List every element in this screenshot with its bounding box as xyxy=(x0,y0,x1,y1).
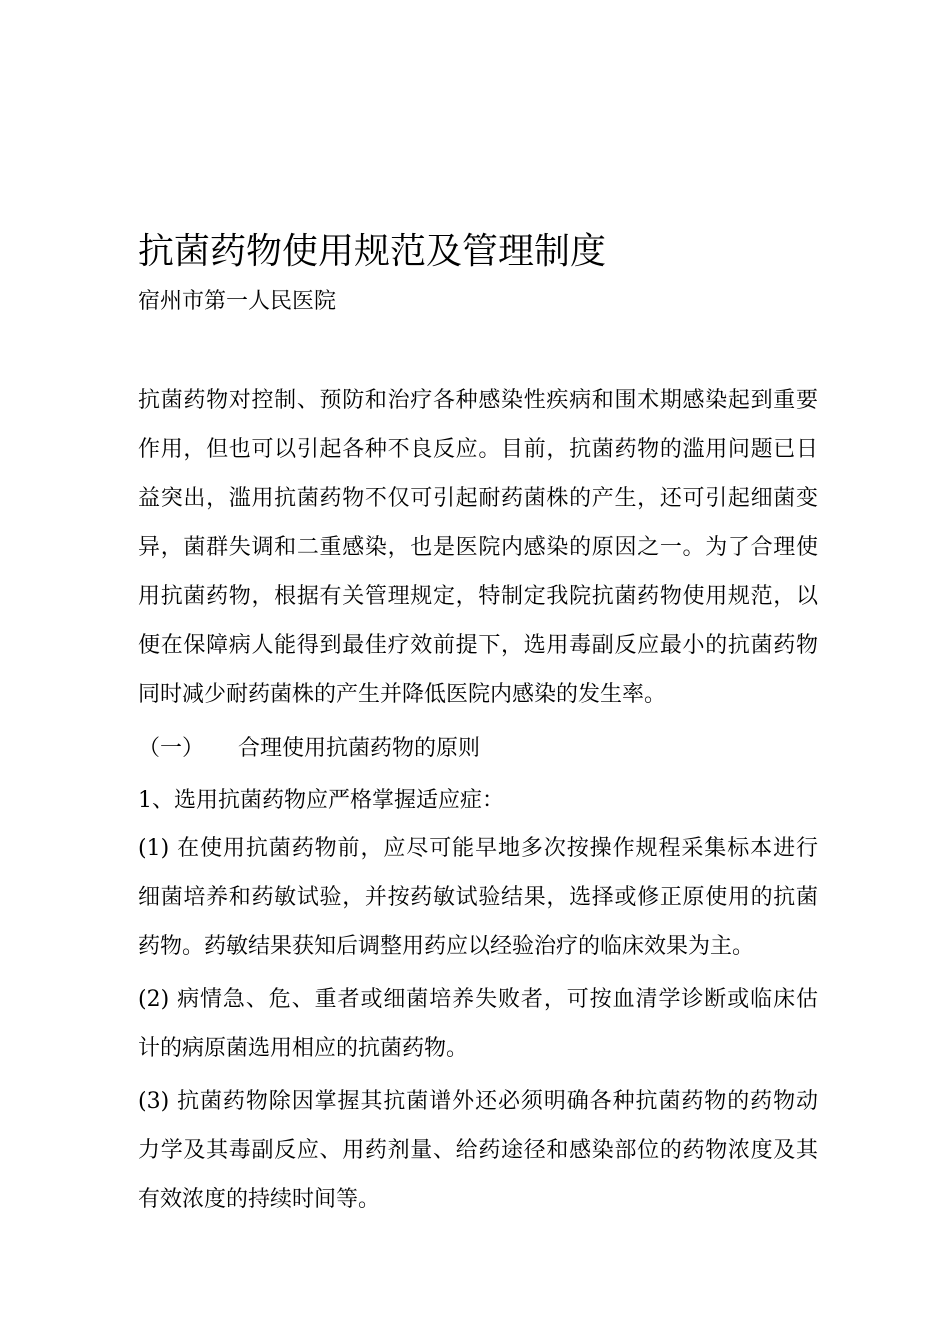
section-heading-text: 合理使用抗菌药物的原则 xyxy=(238,736,481,761)
item-1-2-line-1: (2) 病情急、危、重者或细菌培养失败者，可按血清学诊断或临床估 xyxy=(138,987,818,1012)
item-1-3-line-2: 力学及其毒副反应、用药剂量、给药途径和感染部位的药物浓度及其 xyxy=(138,1138,818,1163)
organization-name: 宿州市第一人民医院 xyxy=(138,289,337,314)
section-heading xyxy=(138,733,818,765)
intro-line-6: 便在保障病人能得到最佳疗效前提下，选用毒副反应最小的抗菌药物 xyxy=(138,633,818,658)
intro-line-2: 作用，但也可以引起各种不良反应。目前，抗菌药物的滥用问题已日 xyxy=(138,437,818,462)
document-title: 抗菌药物使用规范及管理制度 xyxy=(138,231,607,272)
item-1-3-line-3: 有效浓度的持续时间等。 xyxy=(138,1187,381,1212)
item-1-1-line-2: 细菌培养和药敏试验，并按药敏试验结果，选择或修正原使用的抗菌 xyxy=(138,885,818,910)
intro-line-5: 用抗菌药物，根据有关管理规定，特制定我院抗菌药物使用规范，以 xyxy=(138,584,818,609)
item-1-1-line-1: (1) 在使用抗菌药物前，应尽可能早地多次按操作规程采集标本进行 xyxy=(138,836,818,861)
item-1-heading: 1、选用抗菌药物应严格掌握适应症： xyxy=(138,788,504,813)
section-number: （一） xyxy=(138,736,205,761)
intro-line-3: 益突出，滥用抗菌药物不仅可引起耐药菌株的产生，还可引起细菌变 xyxy=(138,486,818,511)
intro-line-4: 异，菌群失调和二重感染，也是医院内感染的原因之一。为了合理使 xyxy=(138,535,818,560)
intro-line-7: 同时减少耐药菌株的产生并降低医院内感染的发生率。 xyxy=(138,682,667,707)
item-1-2-line-2: 计的病原菌选用相应的抗菌药物。 xyxy=(138,1036,469,1061)
intro-line-1: 抗菌药物对控制、预防和治疗各种感染性疾病和围术期感染起到重要 xyxy=(138,388,818,413)
item-1-3-line-1: (3) 抗菌药物除因掌握其抗菌谱外还必须明确各种抗菌药物的药物动 xyxy=(138,1089,818,1114)
item-1-1-line-3: 药物。药敏结果获知后调整用药应以经验治疗的临床效果为主。 xyxy=(138,934,755,959)
